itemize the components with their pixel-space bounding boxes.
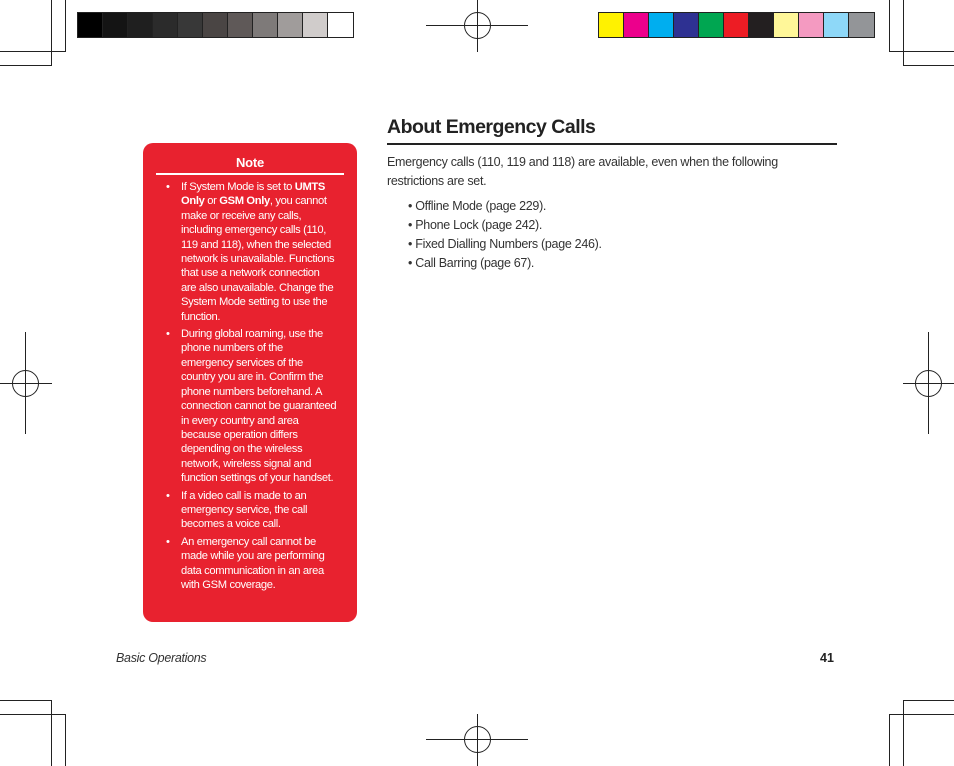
note-item: • An emergency call cannot be made while you are performing data communication in an area with GSM coverage. <box>163 535 337 593</box>
color-swatch <box>328 13 353 37</box>
color-swatch <box>649 13 674 37</box>
restriction-item: • Call Barring (page 67). <box>408 254 602 273</box>
note-panel <box>143 143 357 622</box>
color-swatch <box>178 13 203 37</box>
crop-mark <box>51 700 52 766</box>
restriction-item: • Fixed Dialling Numbers (page 246). <box>408 235 602 254</box>
crop-mark <box>903 700 904 766</box>
note-item: • During global roaming, use the phone numbers of the emergency services of the country you are in. Confirm the phone numbers beforehand. A connection cannot be guaranteed in every country and area because operation differs depending on the wireless network, wireless signal and function settings of your handset. <box>163 327 337 485</box>
footer-section-name: Basic Operations <box>116 651 207 665</box>
crop-mark <box>889 714 890 766</box>
color-swatch <box>599 13 624 37</box>
grayscale-color-bar <box>77 12 354 38</box>
crop-mark <box>51 0 52 66</box>
crop-mark <box>0 65 52 66</box>
crop-mark <box>889 51 954 52</box>
color-swatch <box>749 13 774 37</box>
restriction-item: • Offline Mode (page 229). <box>408 197 602 216</box>
page-number: 41 <box>820 651 834 665</box>
color-swatch <box>849 13 874 37</box>
crop-mark <box>0 51 66 52</box>
crop-mark <box>903 0 904 66</box>
color-swatch <box>624 13 649 37</box>
note-divider <box>156 173 344 175</box>
color-swatch <box>103 13 128 37</box>
intro-paragraph: Emergency calls (110, 119 and 118) are available, even when the following restrictions are set. <box>387 155 778 188</box>
note-item: • If a video call is made to an emergency service, the call becomes a voice call. <box>163 489 337 532</box>
crop-mark <box>65 0 66 52</box>
crop-mark <box>889 714 954 715</box>
color-swatch <box>674 13 699 37</box>
title-underline <box>387 143 837 145</box>
color-swatch <box>278 13 303 37</box>
color-swatch <box>128 13 153 37</box>
color-swatch <box>824 13 849 37</box>
crop-mark <box>0 714 66 715</box>
note-list <box>163 180 337 595</box>
color-swatch <box>799 13 824 37</box>
color-swatch <box>303 13 328 37</box>
color-swatch <box>724 13 749 37</box>
crop-mark <box>889 0 890 52</box>
crop-mark <box>0 700 52 701</box>
crop-mark <box>903 65 954 66</box>
color-swatch <box>253 13 278 37</box>
crop-mark <box>65 714 66 766</box>
section-title: About Emergency Calls <box>387 116 596 138</box>
color-swatch <box>78 13 103 37</box>
process-color-bar <box>598 12 875 38</box>
color-swatch <box>203 13 228 37</box>
crop-mark <box>903 700 954 701</box>
restrictions-list <box>408 197 602 273</box>
note-item: • If System Mode is set to UMTS Only or GSM Only, you cannot make or receive any calls, including emergency calls (110, 119 and 118), when the selected network is unavailable. Functions that use a network connection are also unavailable. Change the System Mode setting to use the function. <box>163 180 337 324</box>
color-swatch <box>228 13 253 37</box>
color-swatch <box>153 13 178 37</box>
color-swatch <box>699 13 724 37</box>
color-swatch <box>774 13 799 37</box>
restriction-item: • Phone Lock (page 242). <box>408 216 602 235</box>
note-title: Note <box>235 155 265 170</box>
